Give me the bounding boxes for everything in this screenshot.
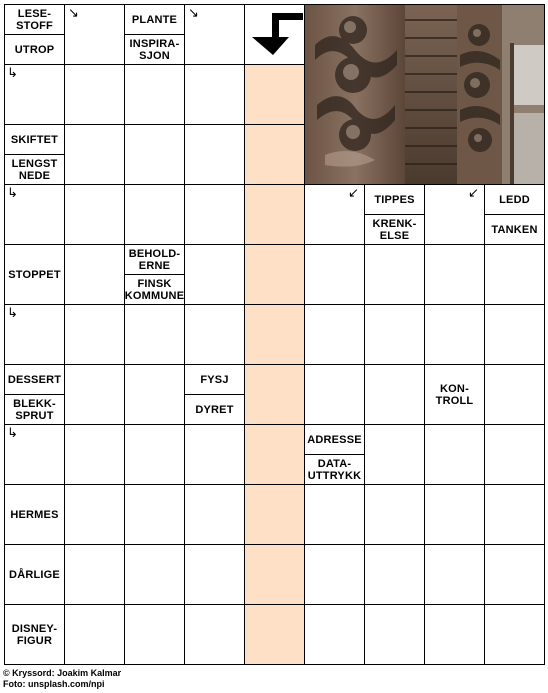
answer-cell[interactable] [304, 604, 365, 665]
answer-cell[interactable] [64, 424, 125, 485]
curved-arrow-icon: ↘ [68, 6, 79, 21]
answer-cell[interactable] [64, 244, 125, 305]
clue-hermes: HERMES [4, 484, 65, 545]
curved-arrow-icon: ↳ [7, 66, 18, 81]
answer-cell[interactable] [64, 124, 125, 185]
answer-cell[interactable] [424, 604, 485, 665]
answer-cell[interactable] [124, 124, 185, 185]
answer-cell[interactable] [184, 424, 245, 485]
answer-cell[interactable] [424, 244, 485, 305]
answer-cell[interactable] [304, 244, 365, 305]
answer-cell[interactable] [64, 604, 125, 665]
solution-cell[interactable] [244, 424, 305, 485]
clue-finsk-kommune: FINSK KOMMUNE [124, 274, 185, 305]
curved-arrow-icon: ↙ [468, 186, 479, 201]
answer-cell[interactable] [364, 544, 425, 605]
answer-cell[interactable] [124, 304, 185, 365]
solution-cell[interactable] [244, 484, 305, 545]
clue-plante: PLANTE [124, 4, 185, 35]
clue-dessert: DESSERT [4, 364, 65, 395]
answer-cell[interactable] [424, 484, 485, 545]
clue-data-uttrykk: DATA- UTTRYKK [304, 454, 365, 485]
answer-cell[interactable] [184, 484, 245, 545]
answer-cell[interactable] [184, 124, 245, 185]
clue-lese-stoff: LESE- STOFF [4, 4, 65, 35]
answer-cell[interactable] [124, 424, 185, 485]
answer-cell[interactable] [124, 184, 185, 245]
clue-inspira-sjon: INSPIRA- SJON [124, 34, 185, 65]
answer-cell[interactable] [424, 304, 485, 365]
bold-down-arrow-icon [245, 5, 304, 64]
solution-pointer-cell [244, 4, 305, 65]
solution-cell[interactable] [244, 544, 305, 605]
solution-cell[interactable] [244, 604, 305, 665]
answer-cell[interactable] [184, 544, 245, 605]
answer-cell[interactable] [424, 544, 485, 605]
answer-cell[interactable] [364, 304, 425, 365]
clue-stoppet: STOPPET [4, 244, 65, 305]
answer-cell[interactable] [304, 364, 365, 425]
answer-cell[interactable] [424, 424, 485, 485]
answer-cell[interactable] [124, 544, 185, 605]
answer-cell[interactable] [64, 304, 125, 365]
clue-behold-erne: BEHOLD- ERNE [124, 244, 185, 275]
clue-utrop: UTROP [4, 34, 65, 65]
answer-cell[interactable] [124, 64, 185, 125]
clue-kon-troll: KON- TROLL [424, 364, 485, 425]
answer-cell[interactable] [64, 364, 125, 425]
answer-cell[interactable] [364, 604, 425, 665]
answer-cell[interactable] [484, 304, 545, 365]
answer-cell[interactable] [124, 604, 185, 665]
clue-disney-figur: DISNEY- FIGUR [4, 604, 65, 665]
solution-cell[interactable] [244, 304, 305, 365]
clue-blekk-sprut: BLEKK- SPRUT [4, 394, 65, 425]
clue-tippes: TIPPES [364, 184, 425, 215]
answer-cell[interactable] [364, 244, 425, 305]
crossword-credit: © Kryssord: Joakim Kalmar [3, 668, 122, 678]
answer-cell[interactable] [64, 484, 125, 545]
answer-cell[interactable] [184, 304, 245, 365]
curved-arrow-icon: ↙ [348, 186, 359, 201]
answer-cell[interactable] [184, 244, 245, 305]
answer-cell[interactable] [304, 484, 365, 545]
answer-cell[interactable] [64, 64, 125, 125]
photo-credit: Foto: unsplash.com/npi [3, 679, 105, 689]
answer-cell[interactable] [184, 604, 245, 665]
solution-cell[interactable] [244, 64, 305, 125]
clue-dyret: DYRET [184, 394, 245, 425]
answer-cell[interactable] [124, 484, 185, 545]
answer-cell[interactable] [124, 364, 185, 425]
answer-cell[interactable] [364, 424, 425, 485]
answer-cell[interactable] [304, 544, 365, 605]
clue-tanken: TANKEN [484, 214, 545, 245]
clue-darlige: DÅRLIGE [4, 544, 65, 605]
answer-cell[interactable] [484, 544, 545, 605]
clue-fysj: FYSJ [184, 364, 245, 395]
solution-cell[interactable] [244, 124, 305, 185]
answer-cell[interactable] [64, 184, 125, 245]
answer-cell[interactable] [64, 544, 125, 605]
curved-arrow-icon: ↳ [7, 306, 18, 321]
solution-cell[interactable] [244, 184, 305, 245]
answer-cell[interactable] [184, 184, 245, 245]
clue-adresse: ADRESSE [304, 424, 365, 455]
curved-arrow-icon: ↳ [7, 426, 18, 441]
solution-cell[interactable] [244, 244, 305, 305]
curved-arrow-icon: ↘ [188, 6, 199, 21]
answer-cell[interactable] [484, 424, 545, 485]
answer-cell[interactable] [304, 304, 365, 365]
answer-cell[interactable] [364, 484, 425, 545]
answer-cell[interactable] [364, 364, 425, 425]
answer-cell[interactable] [484, 244, 545, 305]
answer-cell[interactable] [484, 484, 545, 545]
curved-arrow-icon: ↳ [7, 186, 18, 201]
answer-cell[interactable] [484, 604, 545, 665]
answer-cell[interactable] [484, 364, 545, 425]
clue-skiftet: SKIFTET [4, 124, 65, 155]
clue-lengst-nede: LENGST NEDE [4, 154, 65, 185]
carved-wood-photo [304, 4, 545, 185]
clue-krenk-else: KRENK- ELSE [364, 214, 425, 245]
solution-cell[interactable] [244, 364, 305, 425]
answer-cell[interactable] [184, 64, 245, 125]
clue-ledd: LEDD [484, 184, 545, 215]
